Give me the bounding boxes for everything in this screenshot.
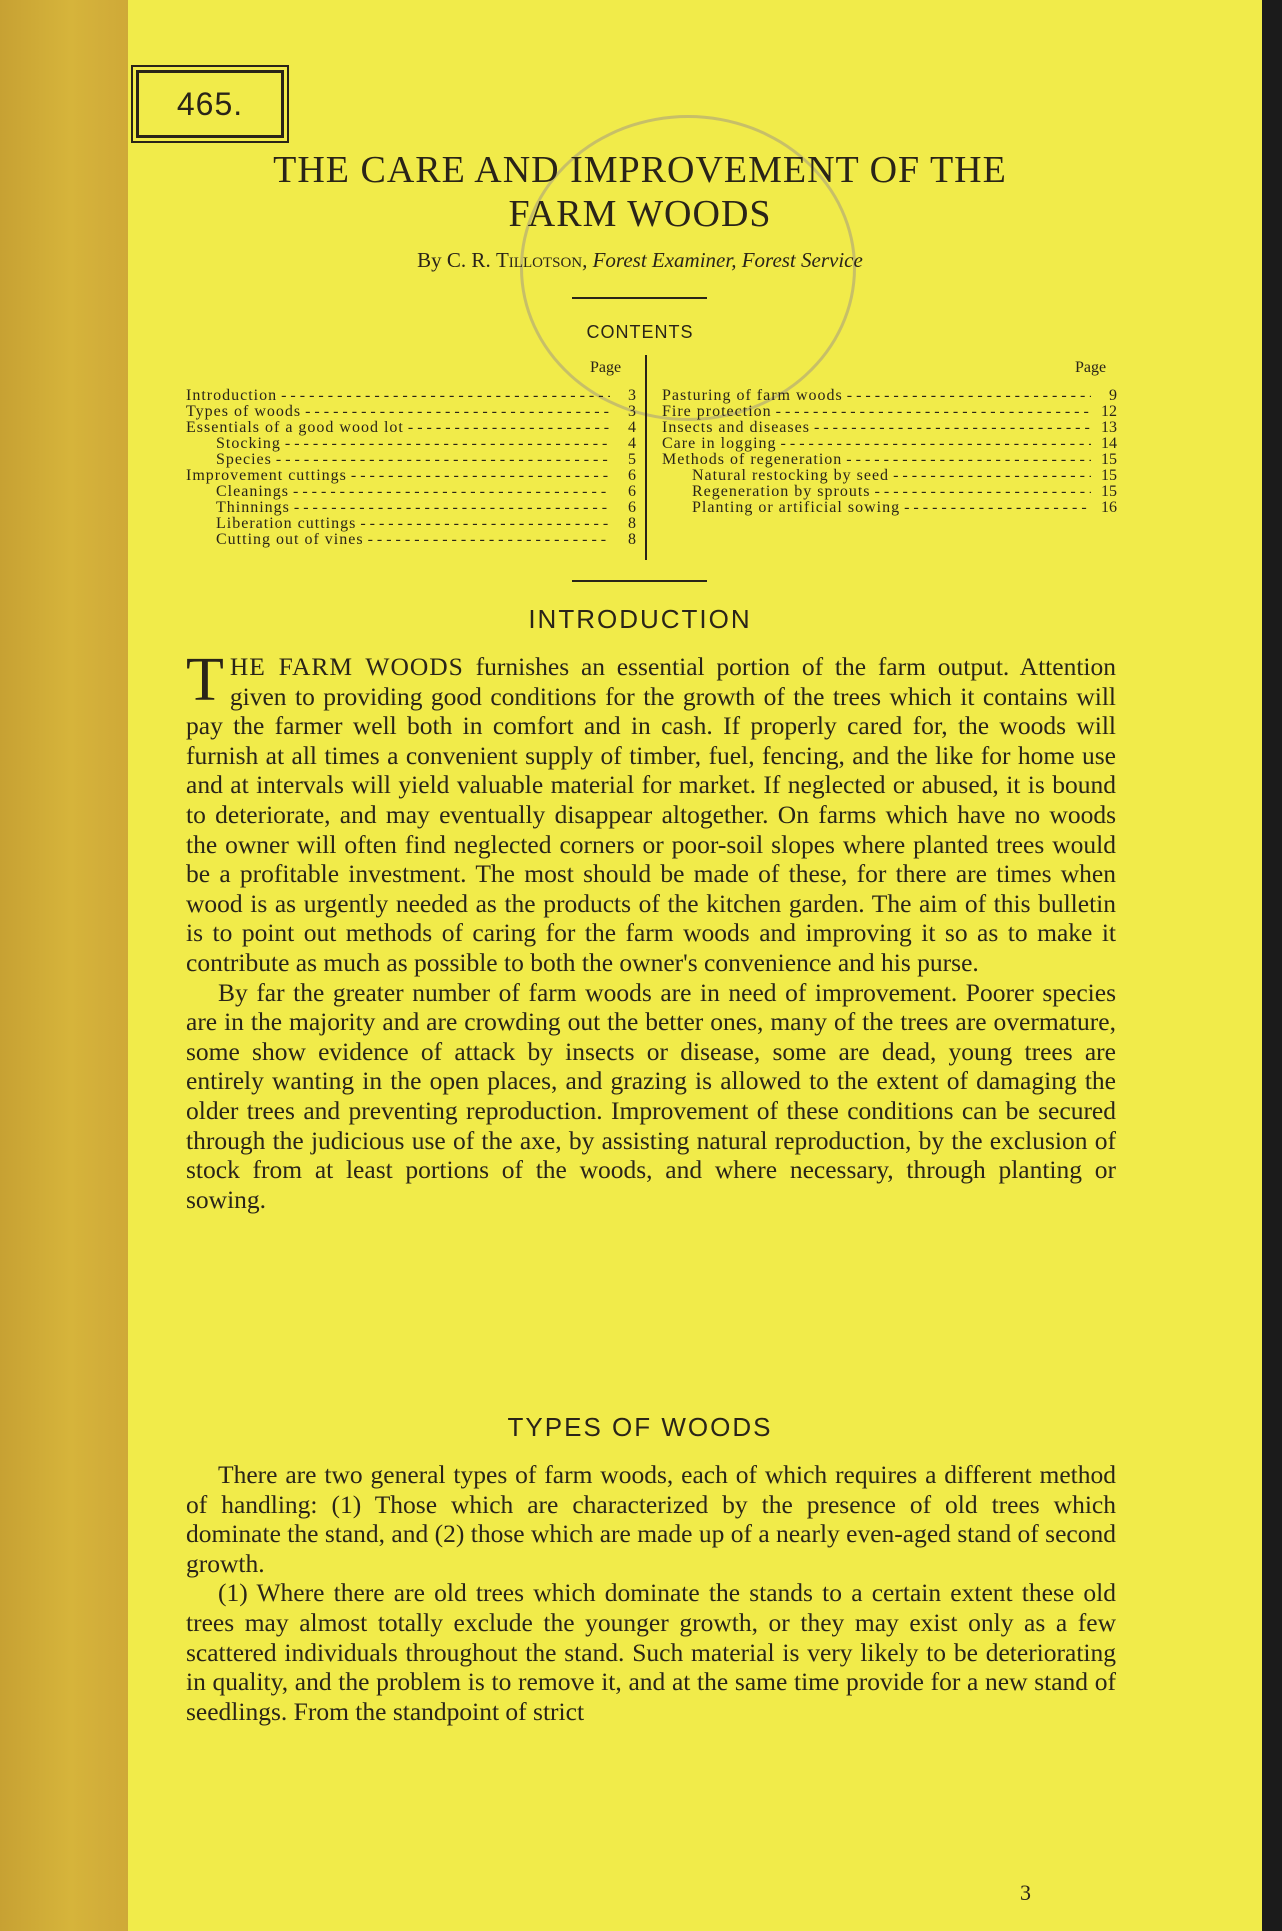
introduction-text	[186, 646, 1116, 1214]
toc-right-column	[662, 388, 1117, 516]
toc-entry	[186, 388, 636, 404]
toc-entry	[186, 500, 636, 516]
toc-entry-page: 15	[1101, 483, 1117, 500]
toc-entry-label: Thinnings	[216, 499, 290, 516]
drop-cap: T	[186, 646, 224, 714]
toc-entry	[662, 484, 1117, 500]
toc-entry-page: 13	[1101, 419, 1117, 436]
toc-entry-label: Introduction	[186, 387, 278, 404]
toc-entry	[186, 452, 636, 468]
toc-leader-dots	[893, 468, 1091, 484]
toc-leader-dots	[293, 484, 610, 500]
toc-entry	[662, 404, 1117, 420]
toc-entry-page: 15	[1101, 467, 1117, 484]
types-of-woods-text	[186, 1460, 1116, 1726]
toc-leader-dots	[294, 500, 610, 516]
toc-entry-label: Regeneration by sprouts	[692, 483, 871, 500]
toc-entry-label: Liberation cuttings	[216, 515, 357, 532]
types-paragraph-2: (1) Where there are old trees which dominate the stands to a certain extent these old trees may almost totally exclude the younger growth, or they may exist only as a few scattered individuals throughout the stand. Such material is very likely to be deteriorating in quality, and the problem is to remove it, and at the same time provide for a new stand of seedlings. From the standpoint of strict	[186, 1578, 1116, 1726]
contents-heading: CONTENTS	[586, 322, 694, 342]
toc-entry-page: 4	[628, 435, 636, 452]
toc-entry	[662, 500, 1117, 516]
toc-leader-dots	[814, 420, 1091, 436]
toc-entry-label: Species	[216, 451, 272, 468]
title-line-1: THE CARE AND IMPROVEMENT OF THE	[273, 149, 1007, 191]
toc-entry-label: Insects and diseases	[662, 419, 810, 436]
byline-by: By C. R.	[417, 248, 496, 272]
toc-entry-label: Types of woods	[186, 403, 302, 420]
toc-entry-label: Planting or artificial sowing	[692, 499, 901, 516]
toc-entry	[662, 436, 1117, 452]
toc-entry-label: Fire protection	[662, 403, 772, 420]
toc-entry-label: Cleanings	[216, 483, 289, 500]
toc-right-page-header: Page	[1075, 359, 1107, 376]
introduction-paragraph-2: By far the greater number of farm woods are in need of improvement. Poorer species are in the majority and are crowding out the better ones, many of the trees are overmature, some show evidence of attack by insects or disease, some are dead, young trees are entirely wanting in the open places, and grazing is allowed to the extent of damaging the older trees and preventing reproduction. Improvement of these conditions can be secured through the judicious use of the axe, by assisting natural reproduction, by the exclusion of stock from at least portions of the woods, and where necessary, through planting or sowing.	[186, 977, 1116, 1214]
toc-leader-dots	[847, 388, 1091, 404]
toc-leader-dots	[368, 532, 610, 548]
toc-entry-page: 8	[628, 531, 636, 548]
toc-entry	[186, 532, 636, 548]
page-number: 3	[1020, 1880, 1031, 1905]
toc-leader-dots	[776, 404, 1091, 420]
bulletin-number: 465.	[176, 85, 244, 122]
toc-entry	[186, 420, 636, 436]
toc-leader-dots	[351, 468, 610, 484]
toc-leader-dots	[285, 436, 610, 452]
toc-entry-page: 5	[628, 451, 636, 468]
scan-edge	[1262, 0, 1282, 1931]
toc-entry-page: 8	[628, 515, 636, 532]
bulletin-number-box	[136, 70, 284, 138]
toc-entry-label: Cutting out of vines	[216, 531, 364, 548]
toc-entry-label: Essentials of a good wood lot	[186, 419, 404, 436]
toc-entry	[662, 388, 1117, 404]
toc-entry	[662, 420, 1117, 436]
toc-entry-page: 16	[1101, 499, 1117, 516]
toc-entry-page: 9	[1109, 387, 1117, 404]
lead-caps: HE FARM WOODS	[229, 652, 464, 681]
toc-leader-dots	[360, 516, 610, 532]
toc-leader-dots	[781, 436, 1091, 452]
toc-entry	[662, 452, 1117, 468]
toc-leader-dots	[904, 500, 1091, 516]
toc-leader-dots	[305, 404, 610, 420]
introduction-heading: INTRODUCTION	[528, 604, 752, 634]
types-of-woods-heading: TYPES OF WOODS	[507, 1412, 773, 1442]
toc-entry-page: 6	[628, 483, 636, 500]
toc-left-column	[186, 388, 636, 548]
byline	[190, 248, 1090, 273]
byline-role: , Forest Examiner, Forest Service	[582, 248, 863, 272]
toc-entry-page: 3	[628, 403, 636, 420]
byline-author: Tillotson	[495, 248, 583, 272]
toc-entry-page: 14	[1101, 435, 1117, 452]
toc-leader-dots	[276, 452, 610, 468]
toc-left-page-header: Page	[590, 359, 622, 376]
toc-leader-dots	[875, 484, 1091, 500]
title-rule	[572, 297, 707, 299]
types-paragraph-1: There are two general types of farm woods, each of which requires a different method of handling: (1) Those which are characterized by the presence of old trees which dominate the stand, and (2) those which are made up of a nearly even-aged stand of second growth.	[186, 1460, 1116, 1578]
toc-entry-page: 4	[628, 419, 636, 436]
toc-entry-page: 6	[628, 467, 636, 484]
toc-entry-label: Methods of regeneration	[662, 451, 843, 468]
toc-entry-page: 6	[628, 499, 636, 516]
toc-entry-page: 15	[1101, 451, 1117, 468]
toc-entry	[186, 516, 636, 532]
toc-entry-label: Care in logging	[662, 435, 777, 452]
toc-entry	[186, 436, 636, 452]
contents-rule	[572, 580, 707, 582]
toc-entry	[186, 484, 636, 500]
toc-entry	[186, 468, 636, 484]
toc-entry	[186, 404, 636, 420]
toc-entry-label: Stocking	[216, 435, 281, 452]
toc-entry-page: 3	[628, 387, 636, 404]
toc-entry-page: 12	[1101, 403, 1117, 420]
toc-leader-dots	[281, 388, 610, 404]
title-line-2: FARM WOODS	[508, 193, 772, 235]
introduction-paragraph-1	[186, 646, 1116, 978]
toc-entry-label: Natural restocking by seed	[692, 467, 890, 484]
toc-entry-label: Improvement cuttings	[186, 467, 347, 484]
introduction-paragraph-1-text: furnishes an essential portion of the farm output. Attention given to providing good conditions for the growth of the trees which it contains will pay the farmer well both in comfort and in cash. If properly cared for, the woods will furnish at all times a convenient supply of timber, fuel, fencing, and the like for home use and at intervals will yield valuable material for market. If neglected or abused, it is bound to deteriorate, and may eventually disappear altogether. On farms which have no woods the owner will often find neglected corners or poor-soil slopes where planted trees would be a profitable investment. The most should be made of these, for there are times when wood is as urgently needed as the products of the kitchen garden. The aim of this bulletin is to point out methods of caring for the farm woods and improving it so as to make it contribute as much as possible to both the owner's convenience and his purse.	[186, 652, 1116, 977]
toc-leader-dots	[408, 420, 610, 436]
toc-entry	[662, 468, 1117, 484]
toc-divider	[645, 355, 647, 560]
toc-leader-dots	[846, 452, 1091, 468]
toc-entry-label: Pasturing of farm woods	[662, 387, 843, 404]
binding-band	[0, 0, 128, 1931]
